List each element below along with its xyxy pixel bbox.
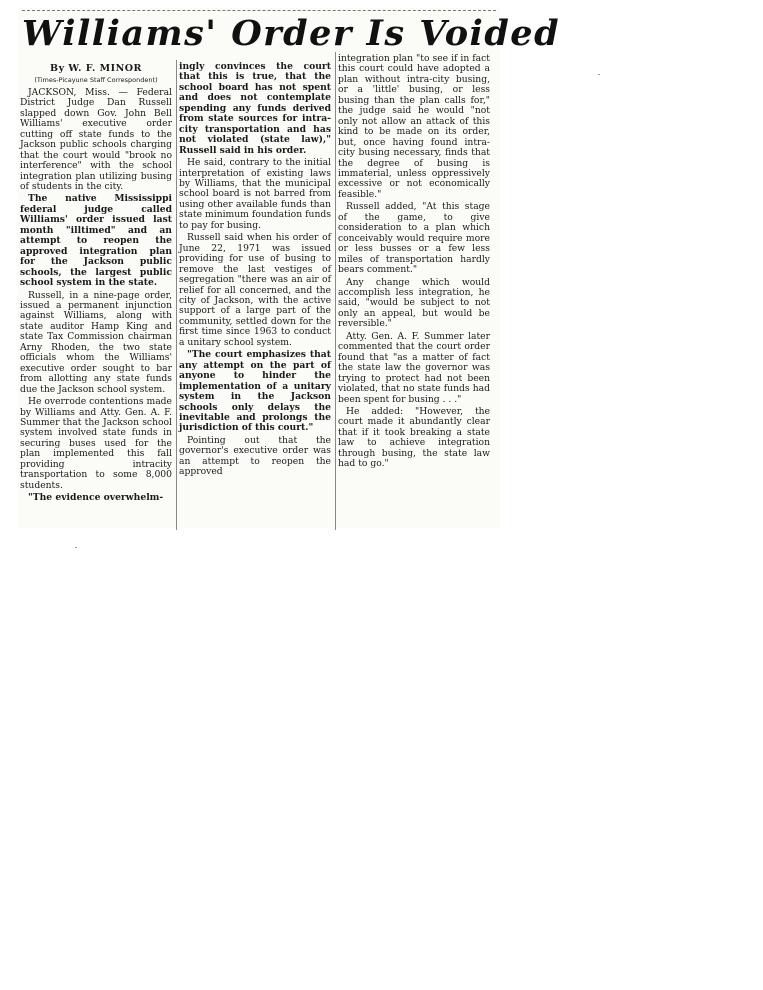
column-3 — [338, 54, 490, 532]
article-paragraph: Atty. Gen. A. F. Summer later commented that the court order found that "as a matter of fact the state law the governor was trying to protect had not been violated, that no state funds had been spent for busing . . ." — [338, 330, 490, 405]
column-2 — [179, 62, 331, 532]
headline: Williams' Order Is Voided — [22, 13, 561, 54]
article-paragraph: He added: "However, the court made it abundantly clear that if it took breaking a state law to achieve integration through busing, the state law had to go." — [338, 405, 490, 470]
article-paragraph: "The court emphasizes that any attempt on the part of anyone to hinder the implementation of a unitary system in the Jackson schools only delays the inevitable and prolongs the jurisdiction of this court." — [179, 349, 331, 434]
article-paragraph: JACKSON, Miss. — Federal District Judge Dan Russell slapped down Gov. John Bell Williams' executive order cutting off state funds to the Jackson public schools charging that the court would "brook no interference" with the school integration plan utilizing busing of students in the city. — [20, 86, 172, 192]
byline-credit: (Times-Picayune Staff Correspondent) — [34, 76, 158, 85]
article-paragraph: He said, contrary to the initial interpretation of existing laws by Williams, that the municipal school board is not barred from using other available funds than state minimum foundation funds to pay for busing. — [179, 157, 331, 231]
column-divider-1 — [176, 60, 177, 530]
article-paragraph: ingly convinces the court that this is true, that the school board has not spent and does not contemplate spending any funds derived from state sources for intra-city transportation and has not violated (state law)," Russell said in his order. — [179, 61, 331, 156]
article-paragraph: Russell, in a nine-page order, issued a permanent injunction against Williams, along with state auditor Hamp King and state Tax Commission chairman Arny Rhoden, the two state officials whom the Williams' executive order sought to bar from allotting any state funds due the Jackson school system. — [20, 289, 172, 395]
column-2-body — [179, 62, 331, 478]
column-divider-2 — [335, 52, 336, 530]
column-1-body — [20, 88, 172, 504]
scan-speck — [75, 547, 77, 548]
article-paragraph: integration plan "to see if in fact this court could have adopted a plan without intra-city busing, or a 'little' busing, or less busing than the plan calls for," the judge said he would "not only not allow an attack of this kind to be made on its order, but, once having found intra-city busing necessary, finds that the degree of busing is immaterial, unless oppressively excessive or not economically feasible." — [338, 53, 490, 200]
article-paragraph: He overrode contentions made by Williams and Atty. Gen. A. F. Summer that the Jackson school system involved state funds in securing buses used for the plan implemented this fall providing intracity transportation to some 8,000 students. — [20, 396, 172, 491]
article-paragraph: Pointing out that the governor's executive order was an attempt to reopen the approved — [179, 434, 331, 478]
article-paragraph: "The evidence overwhelm- — [28, 492, 164, 504]
top-rule — [22, 10, 496, 11]
newspaper-clipping — [18, 8, 561, 528]
column-3-body — [338, 54, 490, 470]
article-paragraph: Any change which would accomplish less integration, he said, "would be subject to not only an appeal, but would be reversible." — [338, 276, 490, 330]
byline: By W. F. MINOR — [50, 63, 142, 74]
article-paragraph: The native Mississippi federal judge called Williams' order issued last month "illtimed" and an attempt to reopen the approved integration plan for the Jackson public schools, the largest public school system in the state. — [20, 193, 172, 289]
article-paragraph: Russell added, "At this stage of the game, to give consideration to a plan which conceivably would require more or less busses or a few less miles of transportation hardly bears comment." — [338, 201, 490, 276]
article-paragraph: Russell said when his order of June 22, 1971 was issued providing for use of busing to remove the last vestiges of segregation "there was an air of relief for all concerned, and the city of Jackson, with the active support of a large part of the community, settled down for the first time since 1963 to conduct a unitary school system. — [179, 232, 331, 348]
column-1 — [20, 64, 172, 532]
scan-speck — [598, 74, 600, 75]
